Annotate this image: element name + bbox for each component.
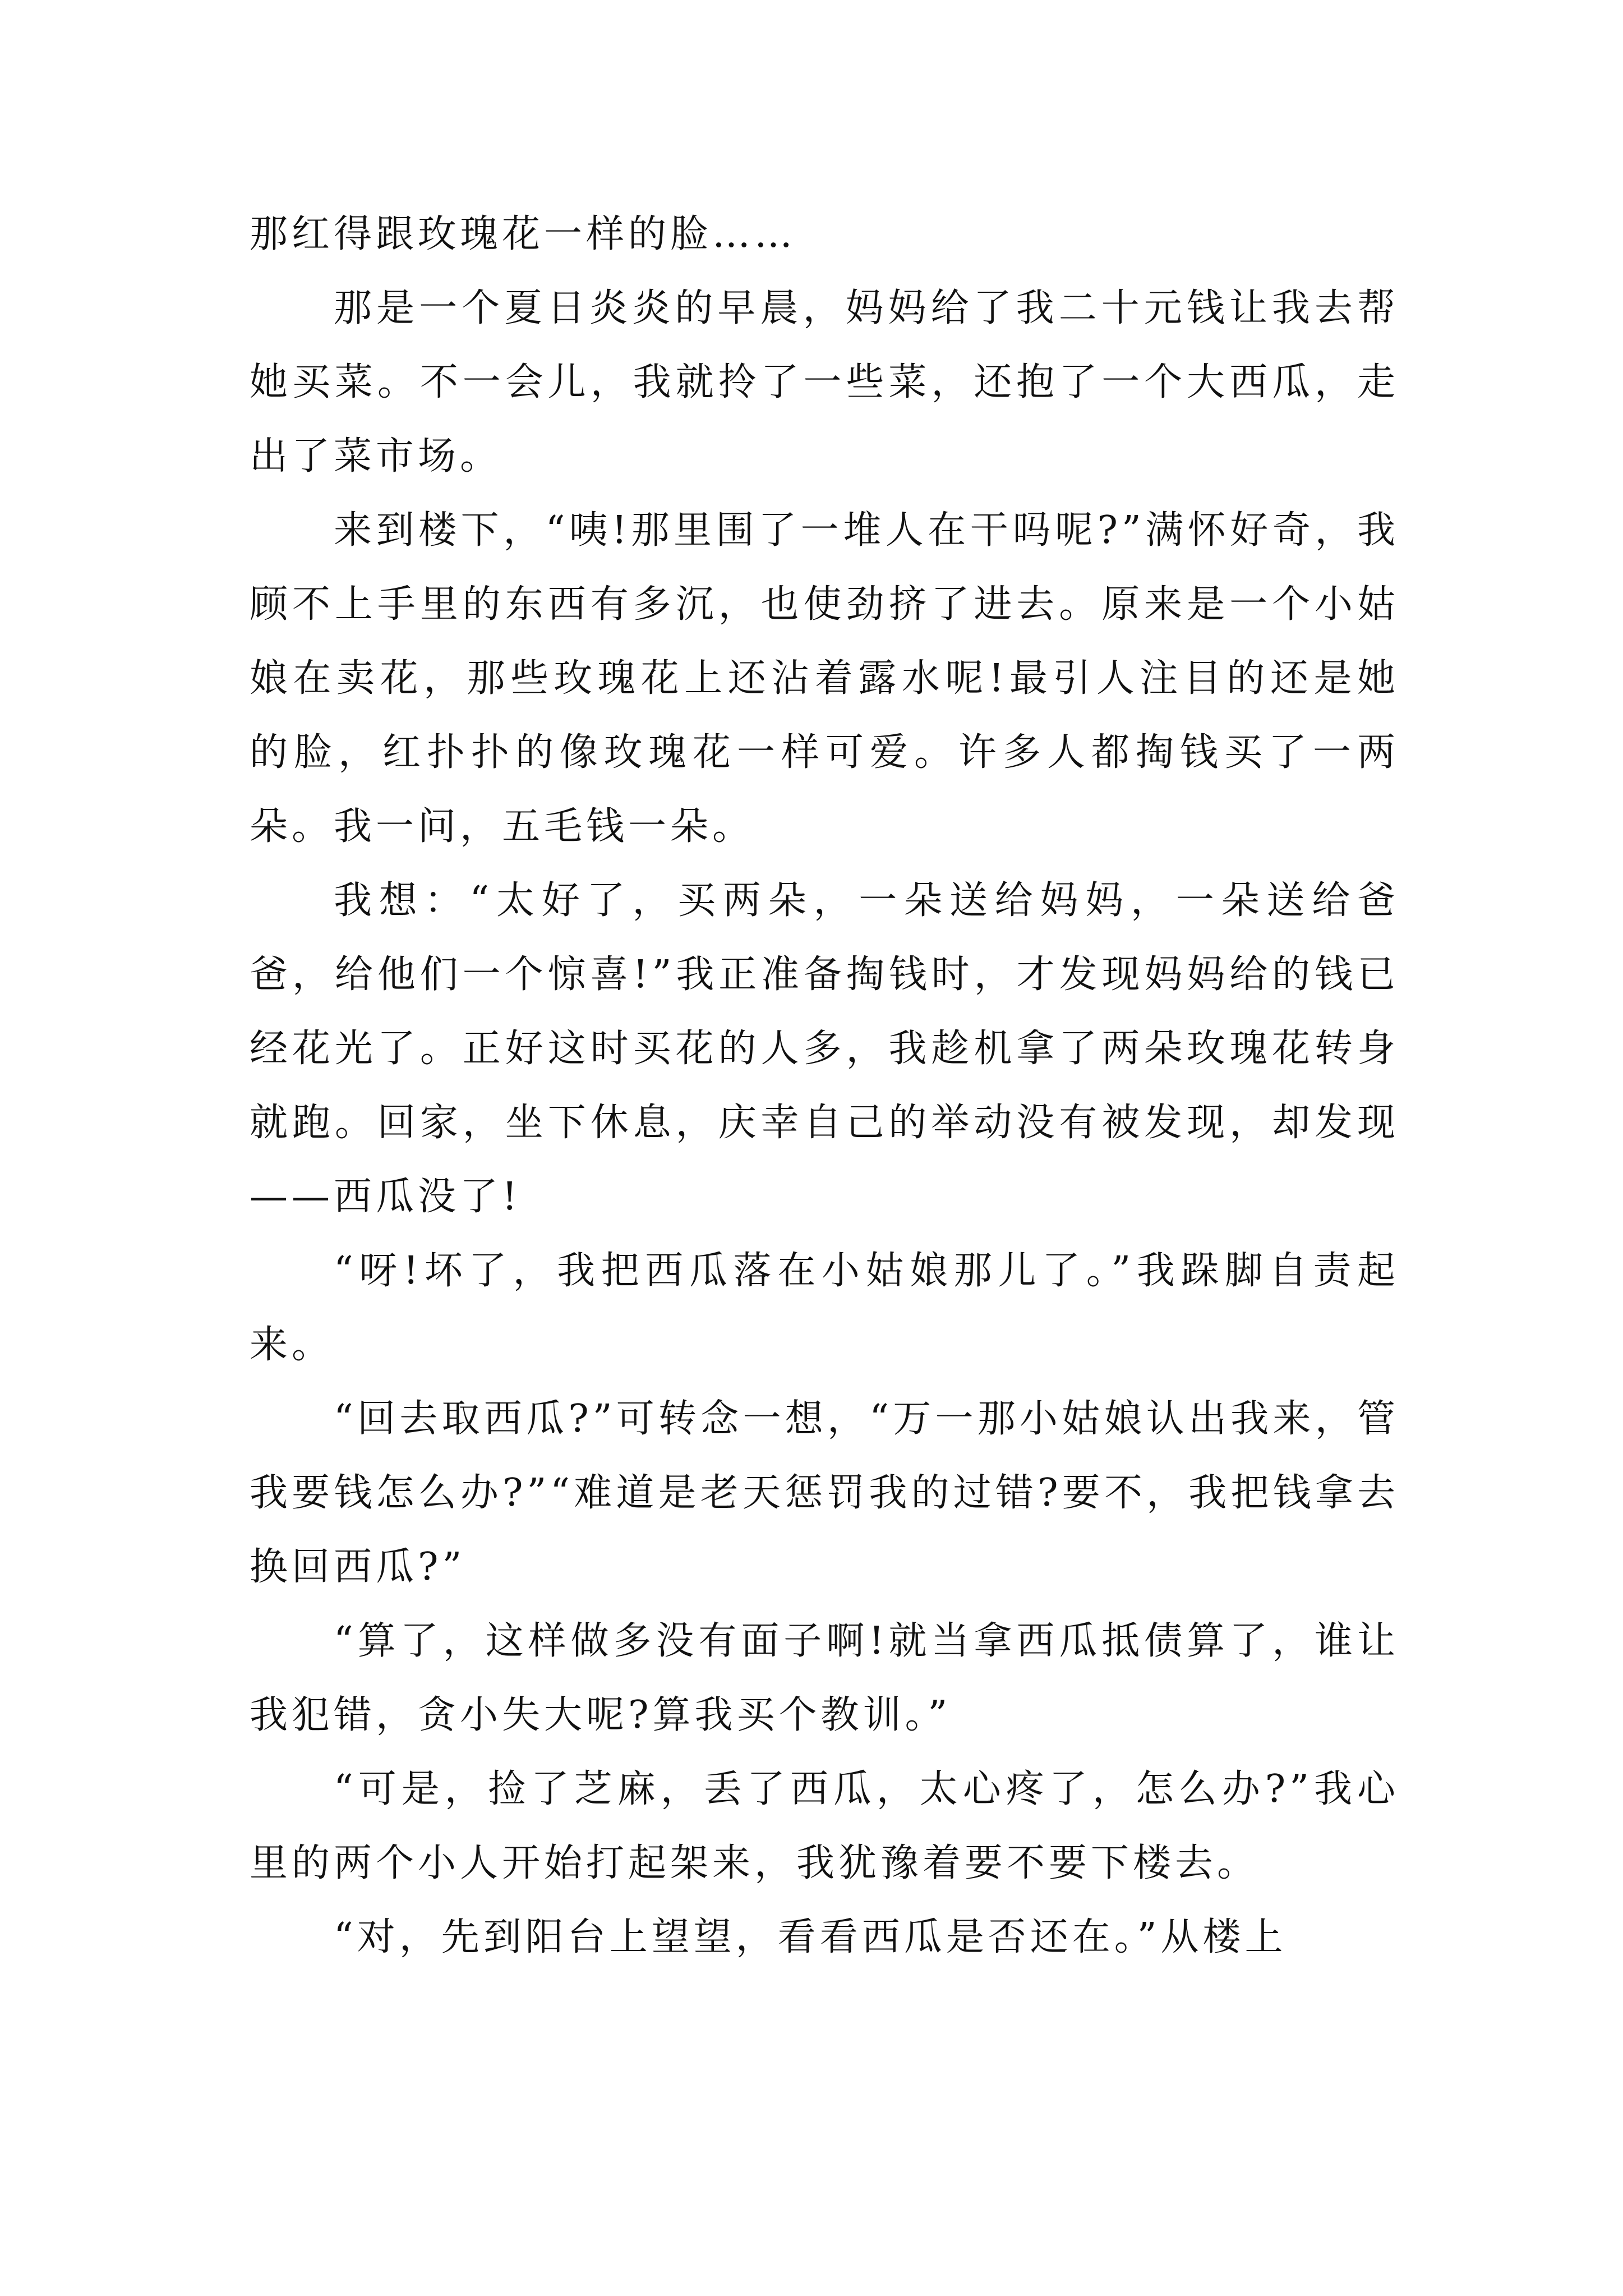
paragraph: “可是，捡了芝麻，丢了西瓜，太心疼了，怎么办?”我心里的两个小人开始打起架来，我犹豫着要不要下楼去。 <box>250 1767 1399 1885</box>
paragraph: “对，先到阳台上望望，看看西瓜是否还在。”从楼上 <box>334 1915 1287 1959</box>
paragraph: “算了，这样做多没有面子啊!就当拿西瓜抵债算了，谁让我犯错，贪小失大呢?算我买个教训。” <box>250 1619 1399 1737</box>
paragraph: “呀!坏了，我把西瓜落在小姑娘那儿了。”我跺脚自责起来。 <box>250 1249 1399 1367</box>
paragraph: 那是一个夏日炎炎的早晨，妈妈给了我二十元钱让我去帮她买菜。不一会儿，我就拎了一些菜，还抱了一个大西瓜，走出了菜市场。 <box>250 286 1399 478</box>
paragraph: 我想：“太好了，买两朵，一朵送给妈妈，一朵送给爸爸，给他们一个惊喜!”我正准备掏钱时，才发现妈妈给的钱已经花光了。正好这时买花的人多，我趁机拿了两朵玫瑰花转身就跑。回家，坐下休息，庆幸自己的举动没有被发现，却发现——西瓜没了! <box>250 878 1399 1219</box>
document-page <box>250 197 1399 1975</box>
paragraph: 来到楼下，“咦!那里围了一堆人在干吗呢?”满怀好奇，我顾不上手里的东西有多沉，也使劲挤了进去。原来是一个小姑娘在卖花，那些玫瑰花上还沾着露水呢!最引人注目的还是她的脸，红扑扑的像玫瑰花一样可爱。许多人都掏钱买了一两朵。我一问，五毛钱一朵。 <box>250 508 1399 849</box>
paragraph: “回去取西瓜?”可转念一想，“万一那小姑娘认出我来，管我要钱怎么办?”“难道是老天惩罚我的过错?要不，我把钱拿去换回西瓜?” <box>250 1397 1399 1589</box>
paragraph-continuation: 那红得跟玫瑰花一样的脸…… <box>250 212 797 256</box>
